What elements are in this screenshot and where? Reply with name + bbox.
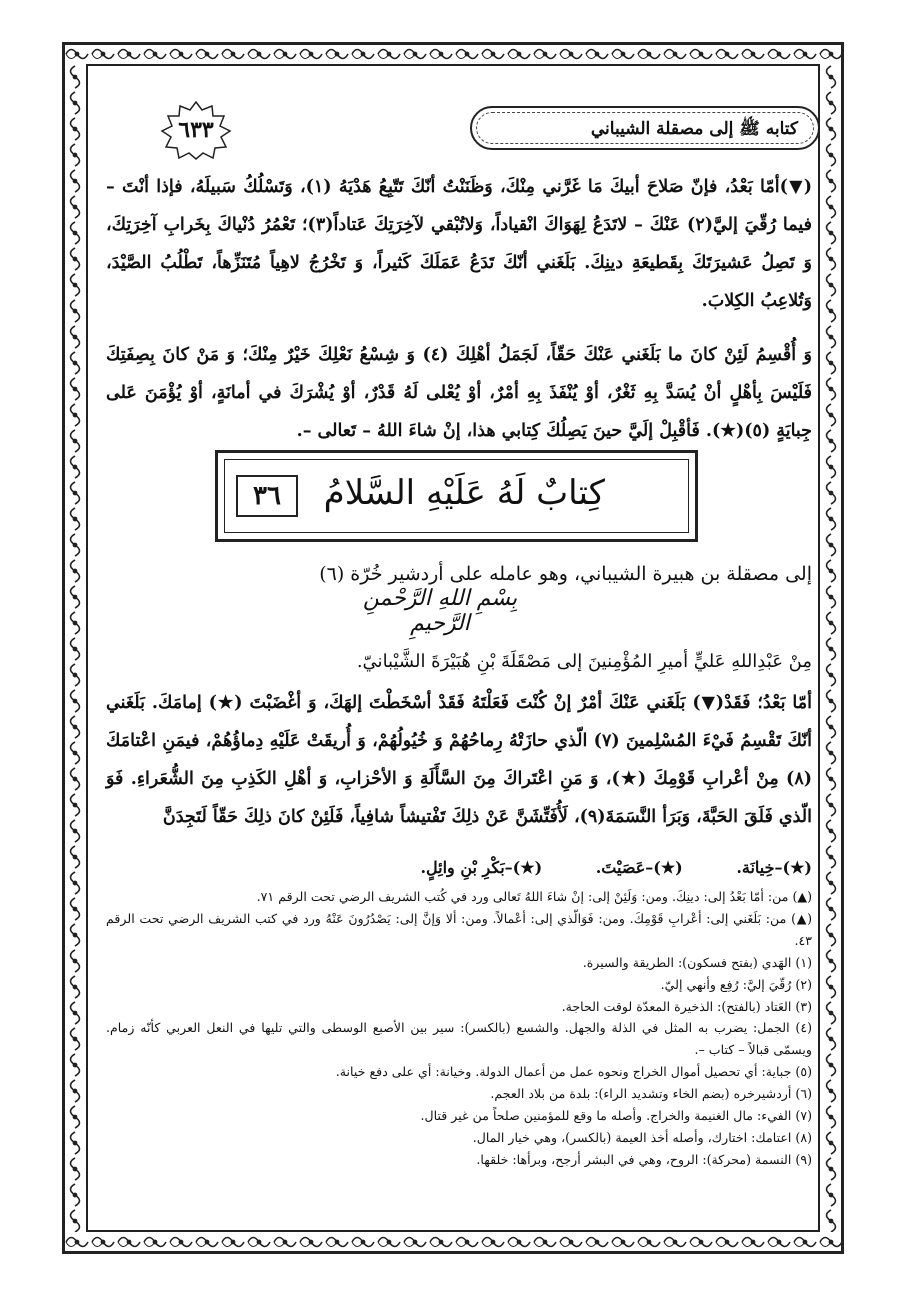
glossary-item: (★)–بَكْرِ بْنِ وائِلٍ. xyxy=(420,858,543,877)
glossary-item: (★)–خِيانَة. xyxy=(736,858,812,877)
ornament-border-left xyxy=(64,64,86,1232)
footnote: (٢) رُقّيَ إليَّ: رُفِع وأنهي إليّ. xyxy=(660,976,812,992)
footnote: (٣) العَتاد (بالفتح): الذخيرة المعدّة لوقت الحاجة. xyxy=(561,998,812,1014)
page-header xyxy=(160,100,820,160)
footnote: (٤) الجمل: يضرب به المثل في الذلة والجهل. والشسع (بالكسر): سير بين الأصبع الوسطى والتي تليها في النعل العربي كأنّه زمام. ويسمّى قبالاً – كتاب –. xyxy=(106,1020,812,1058)
footnote: (٥) جباية: أي تحصيل أموال الخراج ونحوه عمل من أعمال الدولة. وخيانة: أي على دفع خيانة. xyxy=(335,1064,812,1080)
footnote: (٨) اعتامك: اختارك، وأصله أخذ العيمة (بالكسر)، وهي خيار المال. xyxy=(472,1129,812,1145)
section-number: ٣٦ xyxy=(236,475,298,517)
footnote: (٧) الفيء: مال الغنيمة والخراج. وأصله ما وقع للمؤمنين صلحاً من غير قتال. xyxy=(420,1108,812,1124)
footnote: (٩) النسمة (محركة): الروح، وهي في البشر أرجح، وبرأها: خلقها. xyxy=(476,1151,812,1167)
salutation: مِنْ عَبْدِاللهِ عَليٍّ أميرِ المُؤْمِنينَ إلى مَصْقَلَةَ بْنِ هُبَيْرَةَ الشَّيْبانيّ. xyxy=(356,651,812,672)
basmala: بِسْمِ اللهِ الرَّحْمنِ الرَّحيمِ xyxy=(362,586,518,636)
page-number: ٦٣٣ xyxy=(178,117,214,143)
footnote: (١) الهَدي (بفتح فسكون): الطريقة والسيرة. xyxy=(582,954,812,970)
glossary-line xyxy=(106,853,812,883)
section-banner xyxy=(215,450,698,542)
section-title: كِتابٌ لَهُ عَلَيْهِ السَّلامُ xyxy=(323,473,605,513)
paragraph-2: وَ أُقْسِمُ لَئِنْ كانَ ما بَلَغَني عَنْكَ حَقّاً، لَجَمَلُ أهْلِكَ (٤) وَ شِسْعُ نَعْلِكَ خَيْرٌ مِنْكَ؛ وَ مَنْ كانَ بِصِفَتِكَ فَلَيْسَ بِأهْلٍ أنْ يُسَدَّ بِهِ ثَغْرٌ، أوْ يُنْفَذَ بِهِ أمْرٌ، أوْ يُعْلى لَهُ قَدْرٌ، أوْ يُشْرَكَ في أمانَةٍ، أوْ يُؤْمَنَ عَلى جِبايَةٍ (٥)(★). فَأقْبِلْ إلَيَّ حينَ يَصِلُكَ كِتابي هذا، إنْ شاءَ اللهُ – تَعالى –. xyxy=(106,345,812,441)
ornament-border-top xyxy=(64,44,842,66)
ornament-border-right xyxy=(820,64,842,1232)
footnote: (▲) من: أمّا بَعْدُ إلى: دينِكَ. ومن: وَلَئِنْ إلى: إنْ شاءَ اللهُ تَعالى ورد في كُتب الشريف الرضي تحت الرقم ٧١. xyxy=(256,889,812,904)
letter-body: أمّا بَعْدُ؛ فَقَدْ(▼) بَلَغَني عَنْكَ أمْرٌ إنْ كُنْتَ فَعَلْتَهُ فَقَدْ أسْخَطْتَ إلهَكَ، وَ أغْضَبْتَ (★) إمامَكَ. بَلَغَني أنّكَ تَقْسِمُ فَيْءَ المُسْلِمينَ (٧) الّذي حازَتْهُ رِماحُهُمْ وَ خُيُولُهُمْ، وَ أُريقَتْ عَلَيْهِ دِماؤُهُمْ، فيمَنِ اعْتامَكَ (٨) مِنْ أعْرابِ قَوْمِكَ (★)، وَ مَنِ اعْتَراكَ مِنَ السَّأَلَةِ وَ الأحْزابِ، وَ أهْلِ الكَذِبِ مِنَ الشُّعَراءِ. فَوَ الّذي فَلَقَ الحَبَّةَ، وَبَرَأ النَّسَمَةَ(٩)، لَأُفَتِّشَنَّ عَنْ ذلِكَ تَفْتيشاً شافِياً، فَلَئِنْ كانَ ذلِكَ حَقّاً لَتَجِدَنَّ xyxy=(106,693,813,827)
footnote: (٦) أردشيرخره (بضم الخاء وتشديد الراء): بلدة من بلاد العجم. xyxy=(490,1086,812,1102)
page-number-badge xyxy=(160,100,232,160)
footnotes xyxy=(106,886,812,1171)
recipient-line: إلى مصقلة بن هبيرة الشيباني، وهو عامله على أردشير خُرّة (٦) xyxy=(319,563,812,585)
glossary-item: (★)–عَصَيْتَ. xyxy=(595,858,683,877)
paragraph-1: (▼)أمّا بَعْدُ، فإنّ صَلاحَ أبيكَ مَا غَرَّني مِنْكَ، وَظَنَنْتُ أنّكَ تَتّبِعُ هَدْيَهُ (١)، وَتَسْلُكُ سَبيلَهُ، فإذا أنْتَ – فيما رُقّيَ إليَّ(٢) عَنْكَ – لاتَدَعُ لِهَوَاكَ انْقياداً، وَلاتُبْقي لآخِرَتِكَ عَتاداً(٣)؛ تَعْمُرُ دُنْياكَ بِخَرابِ آخِرَتِكَ، وَ تَصِلُ عَشيرَتَكَ بِقَطيعَةِ دينِكَ. بَلَغَني أنّكَ تَدَعُ عَمَلَكَ كَثيراً، وَ تَخْرُجُ لاهِياً مُتَنَزِّهاً، تَطْلُبُ الصَّيْدَ، وَتُلاعِبُ الكِلابَ. xyxy=(106,177,813,311)
ornament-border-bottom xyxy=(64,1232,842,1254)
footnote: (▲) من: بَلَغَني إلى: أعْرابِ قَوْمِكَ. ومن: فَوَالّذي إلى: أعْمالاً. ومن: ألا وَإنَّ إلى: يَصْدُرُونَ عَنْهُ ورد في كتب الشريف الرضي تحت الرقم ٤٣. xyxy=(106,910,812,948)
header-title: كتابه ﷺ إلى مصقلة الشيباني xyxy=(590,119,798,139)
header-title-box xyxy=(470,106,820,150)
